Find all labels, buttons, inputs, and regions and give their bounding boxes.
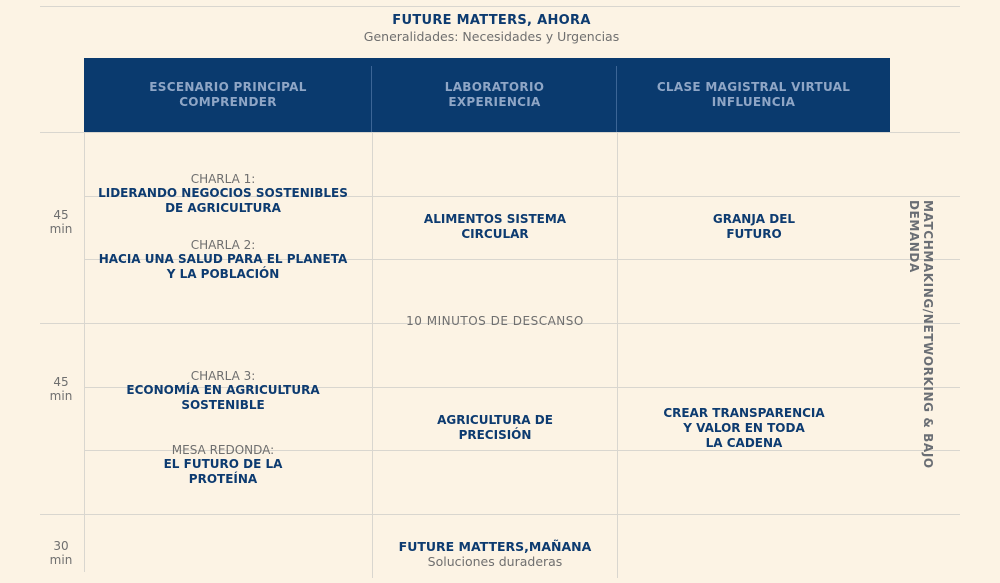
column-header-line: INFLUENCIA — [711, 95, 796, 109]
closing-subtitle: Soluciones duraderas — [427, 554, 563, 569]
session-title-line: PRECISIÓN — [458, 428, 532, 442]
time-value: 30 — [53, 539, 69, 553]
time-label — [40, 539, 82, 567]
talk-charla-2 — [85, 238, 361, 282]
session-title-line: ALIMENTOS SISTEMA — [423, 212, 567, 226]
time-unit: min — [49, 389, 73, 403]
session-title — [0, 13, 983, 44]
session-title-line: CIRCULAR — [461, 227, 529, 241]
session-title-line: LA CADENA — [705, 436, 783, 450]
break-label: 10 MINUTOS DE DESCANSO — [406, 314, 584, 328]
closing-session — [373, 539, 617, 569]
column-header-clase — [617, 58, 890, 132]
talk-title: PROTEÍNA — [188, 472, 258, 486]
talk-title: SOSTENIBLE — [181, 398, 265, 412]
column-header-laboratorio — [372, 58, 617, 132]
time-value: 45 — [53, 375, 69, 389]
side-label-matchmaking: MATCHMAKING/NETWORKING & BAJO DEMANDA — [907, 200, 935, 469]
grid-line — [40, 514, 960, 515]
talk-label: CHARLA 2: — [190, 238, 256, 252]
clase-session-2 — [618, 406, 870, 451]
time-label — [40, 208, 82, 236]
lab-session-1 — [373, 212, 617, 242]
column-header-escenario — [84, 58, 372, 132]
talk-title: ECONOMÍA EN AGRICULTURA — [126, 383, 320, 397]
talk-title: DE AGRICULTURA — [165, 201, 281, 215]
talk-title: LIDERANDO NEGOCIOS SOSTENIBLES — [98, 186, 348, 200]
lab-session-2 — [373, 413, 617, 443]
session-subtitle: Generalidades: Necesidades y Urgencias — [363, 29, 620, 44]
session-title-line: AGRICULTURA DE — [437, 413, 553, 427]
talk-title: HACIA UNA SALUD PARA EL PLANETA — [98, 252, 348, 266]
time-unit: min — [49, 222, 73, 236]
talk-label: CHARLA 1: — [190, 172, 256, 186]
closing-title: FUTURE MATTERS,MAÑANA — [398, 539, 592, 554]
talk-charla-3 — [85, 369, 361, 413]
column-header-line: EXPERIENCIA — [448, 95, 541, 109]
clase-session-1 — [618, 212, 890, 242]
session-title-text: FUTURE MATTERS, AHORA — [392, 13, 591, 28]
talk-mesa-redonda — [85, 443, 361, 487]
column-header-bar — [84, 58, 890, 132]
talk-charla-1 — [85, 172, 361, 216]
time-value: 45 — [53, 208, 69, 222]
talk-title: Y LA POBLACIÓN — [166, 267, 280, 281]
time-label — [40, 375, 82, 403]
session-title-line: GRANJA DEL — [712, 212, 796, 226]
session-title-line: Y VALOR EN TODA — [683, 421, 805, 435]
session-title-line: CREAR TRANSPARENCIA — [663, 406, 825, 420]
grid-line — [372, 132, 373, 578]
grid-line — [40, 132, 960, 133]
column-header-line: COMPRENDER — [179, 95, 277, 109]
column-header-line: CLASE MAGISTRAL VIRTUAL — [656, 80, 851, 94]
talk-title: EL FUTURO DE LA — [163, 457, 283, 471]
talk-label: CHARLA 3: — [190, 369, 256, 383]
session-title-line: FUTURO — [726, 227, 782, 241]
column-header-line: LABORATORIO — [444, 80, 545, 94]
grid-line — [617, 132, 618, 578]
talk-label: MESA REDONDA: — [171, 443, 275, 457]
top-rule — [40, 6, 960, 7]
column-header-line: ESCENARIO PRINCIPAL — [149, 80, 307, 94]
time-unit: min — [49, 553, 73, 567]
